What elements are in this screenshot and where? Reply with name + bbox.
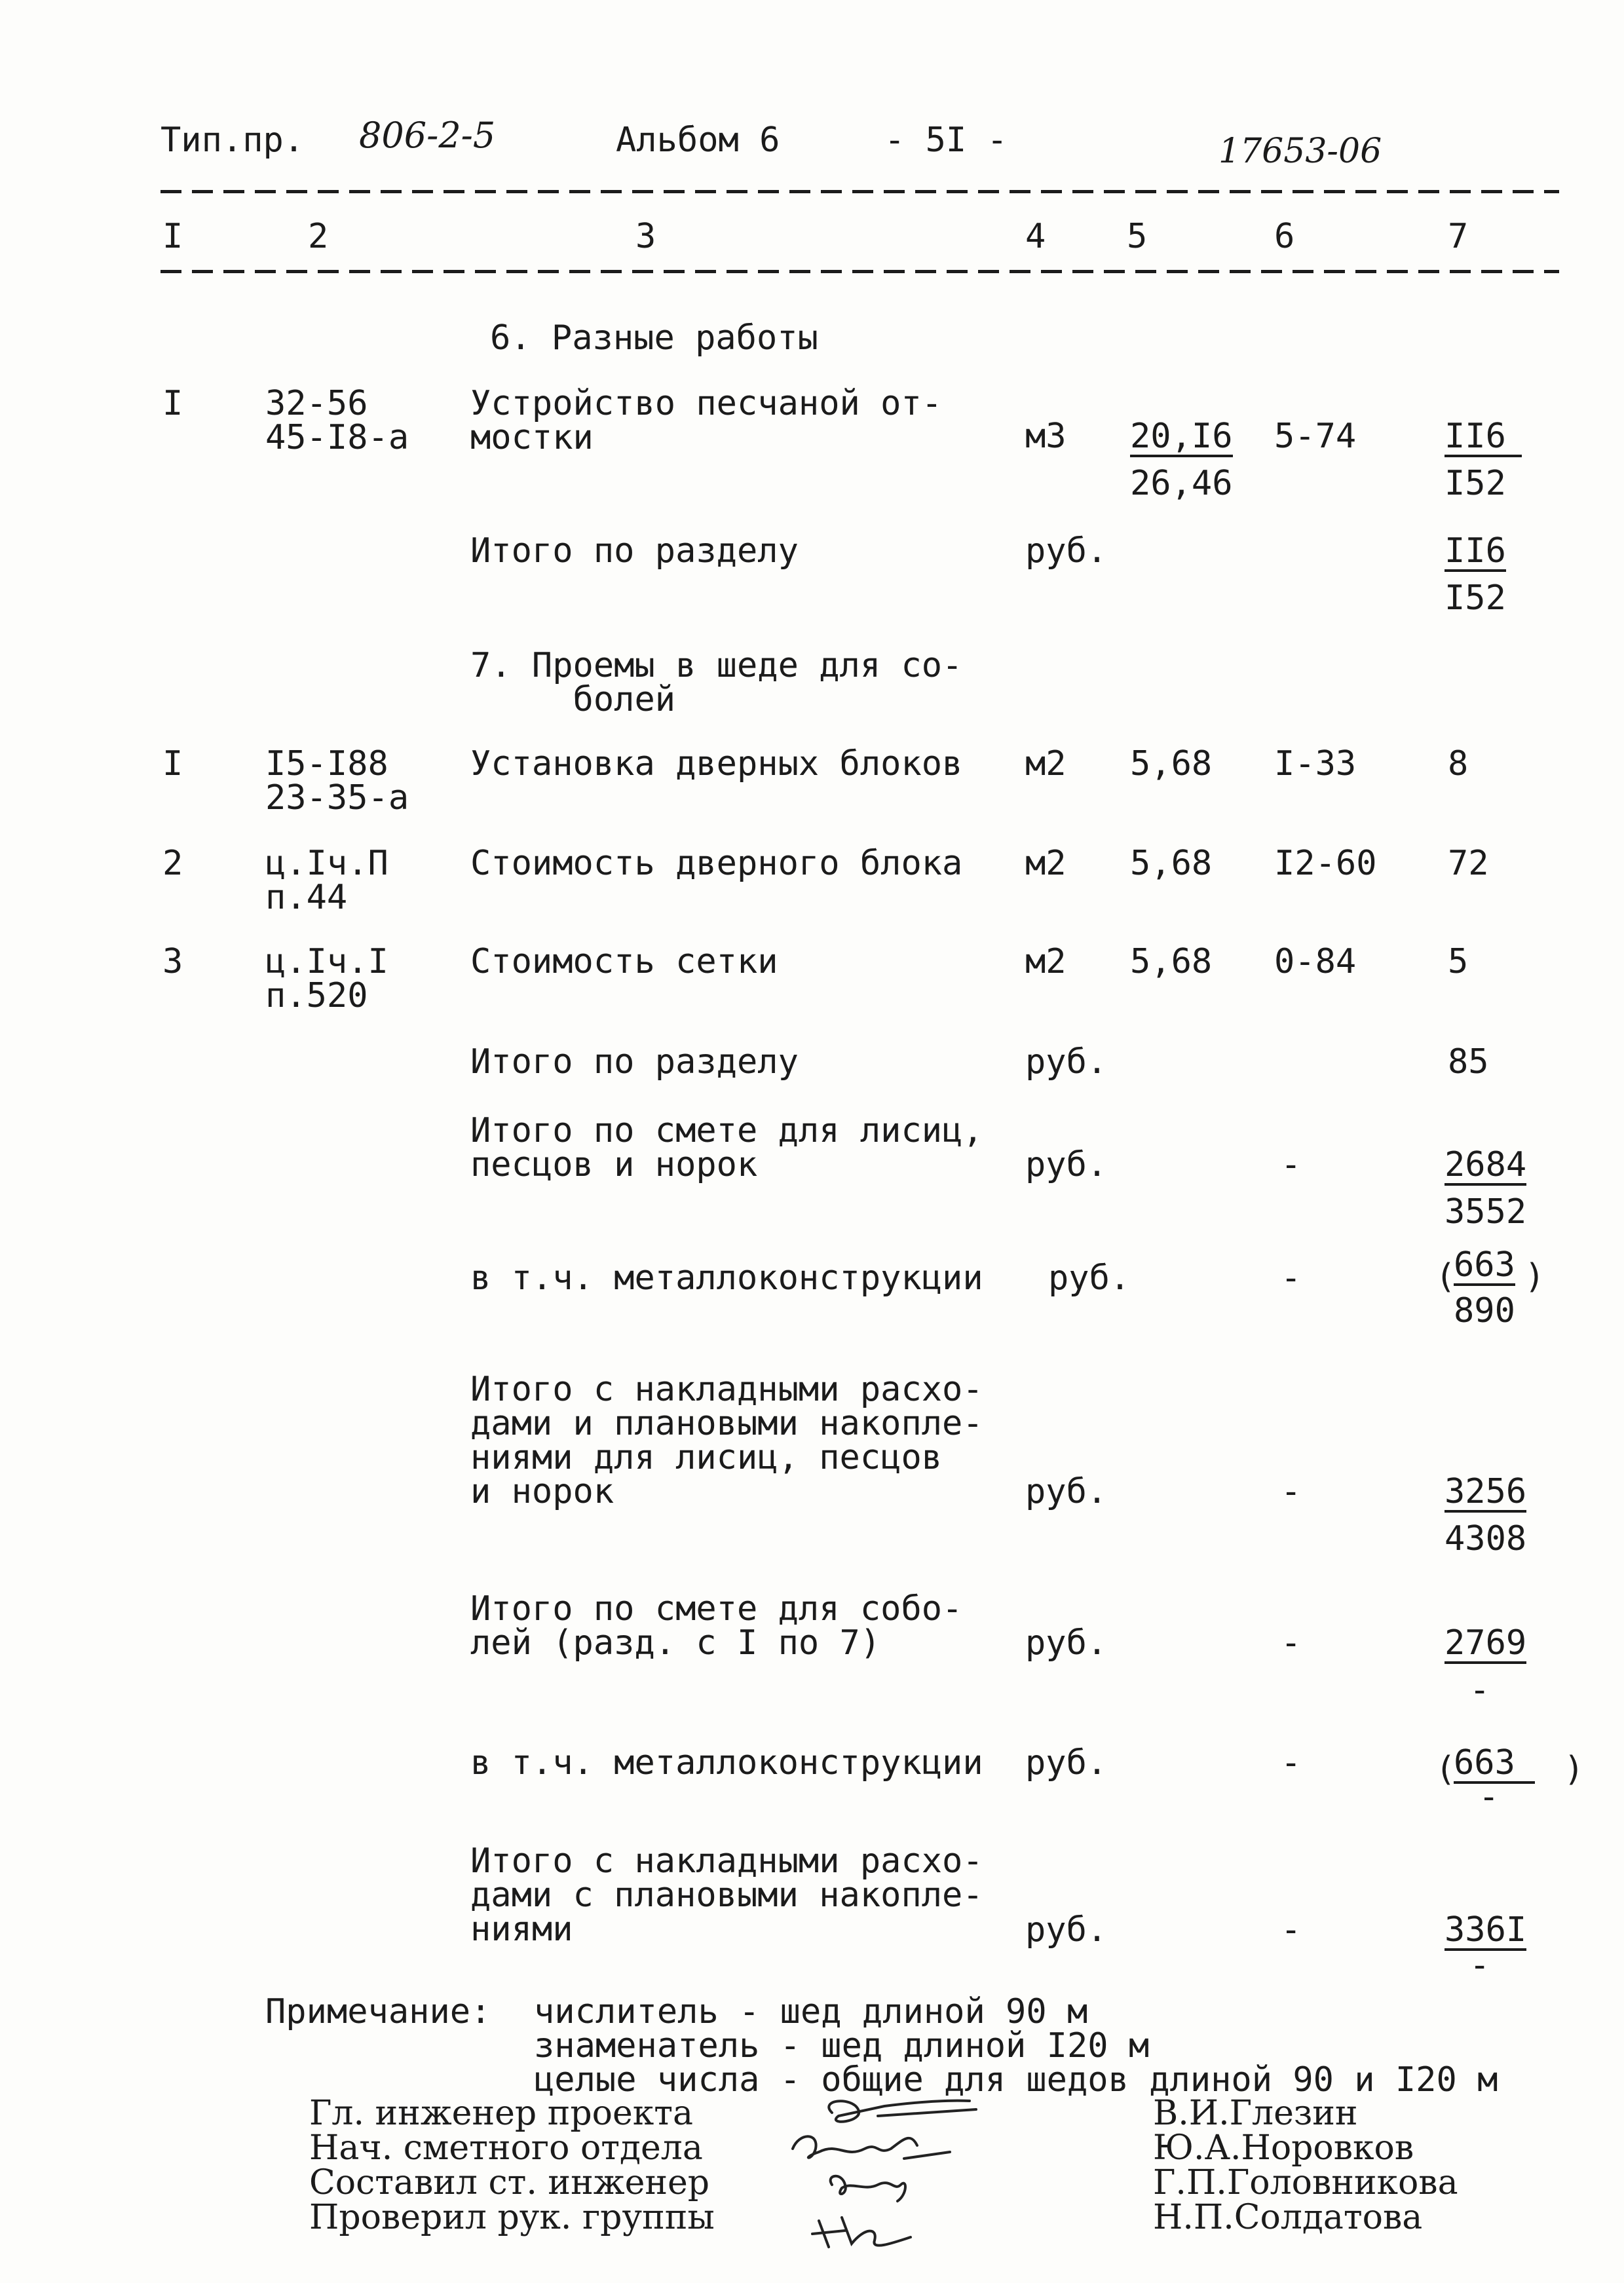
total-1-dash: - [1281, 1145, 1302, 1184]
total-4-num: 2769 [1445, 1623, 1527, 1663]
handwritten-signatures [780, 2086, 1081, 2257]
total-6-dash: - [1281, 1910, 1302, 1950]
s7-subtotal-label: Итого по разделу [470, 1042, 799, 1082]
total-2-fraction: ( 663 890 ) [1435, 1245, 1545, 1330]
s7-row2-unit: м2 [1025, 844, 1067, 883]
s6-row1-total-num: II6 [1445, 419, 1522, 457]
s7-row2-qty: 5,68 [1130, 844, 1213, 883]
s6-subtotal-fraction [1445, 531, 1506, 618]
total-5-den: - [1479, 1777, 1500, 1817]
s7-row1-unit: м2 [1025, 744, 1067, 783]
s6-row1-num: I [162, 384, 183, 423]
signature-names: В.И.Глезин Ю.А.Норовков Г.П.Головникова Н.П.Солдатова [1153, 2094, 1458, 2237]
s7-row1-num: I [162, 744, 183, 783]
s7-row2-price: I2-60 [1274, 844, 1377, 883]
total-2-unit: руб. [1048, 1258, 1131, 1298]
s6-row1-price: 5-74 [1274, 417, 1357, 456]
total-1-den: 3552 [1445, 1192, 1527, 1232]
header-divider-bottom [161, 270, 1559, 273]
total-2-dash: - [1281, 1258, 1302, 1298]
total-3-fraction [1445, 1472, 1527, 1558]
total-6-num: 336I [1445, 1910, 1527, 1950]
s7-row1-total: 8 [1448, 744, 1469, 783]
s7-row1-qty: 5,68 [1130, 744, 1213, 783]
s6-subtotal-den: I52 [1445, 578, 1506, 618]
s7-row3-unit: м2 [1025, 942, 1067, 981]
total-6-unit: руб. [1025, 1910, 1108, 1950]
s7-subtotal-unit: руб. [1025, 1042, 1108, 1082]
s7-row3-qty: 5,68 [1130, 942, 1213, 981]
col-4-header: 4 [1025, 217, 1046, 256]
s7-row1-code: I5-I88 23-35-а [265, 744, 409, 818]
total-3-num: 3256 [1445, 1472, 1527, 1511]
s7-row3-price: 0-84 [1274, 942, 1357, 981]
total-4-dash: - [1281, 1623, 1302, 1663]
col-1-header: I [162, 217, 183, 256]
s6-subtotal-unit: руб. [1025, 531, 1108, 571]
s7-row3-num: 3 [162, 942, 183, 981]
s6-row1-name: Устройство песчаной от- мостки [470, 384, 943, 457]
total-5-fraction: ( 663 - ) [1435, 1743, 1585, 1817]
s6-subtotal-num: II6 [1445, 531, 1506, 571]
header-divider-top [161, 190, 1559, 193]
album-label: Альбом 6 [616, 121, 780, 160]
s7-row1-price: I-33 [1274, 744, 1357, 783]
s6-row1-unit: м3 [1025, 417, 1067, 456]
note-label: Примечание: [265, 1992, 491, 2031]
total-1-fraction [1445, 1145, 1527, 1232]
total-3-label: Итого с накладными расхо- дами и плановыми накопле- ниями для лисиц, песцов и норок [470, 1370, 983, 1511]
s7-row3-code: ц.Iч.I п.520 [265, 942, 388, 1015]
s6-row1-qty-num: 20,I6 [1130, 417, 1233, 456]
total-4-den: - [1469, 1670, 1490, 1710]
doc-type-number: 806-2-5 [359, 115, 496, 156]
total-5-dash: - [1281, 1743, 1302, 1783]
total-1-unit: руб. [1025, 1145, 1108, 1184]
total-6-label: Итого с накладными расхо- дами с плановыми накопле- ниями [470, 1841, 983, 1949]
s6-row1-code: 32-56 45-I8-а [265, 384, 409, 457]
s7-row3-name: Стоимость сетки [470, 942, 778, 981]
total-2-label: в т.ч. металлоконструкции [470, 1258, 983, 1298]
col-2-header: 2 [308, 217, 329, 256]
s6-row1-qty-den: 26,46 [1130, 464, 1233, 503]
total-5-num: 663 [1454, 1746, 1535, 1784]
total-1-num: 2684 [1445, 1145, 1527, 1184]
s6-subtotal-label: Итого по разделу [470, 531, 799, 571]
total-3-den: 4308 [1445, 1519, 1527, 1558]
total-2-num: 663 [1454, 1245, 1515, 1285]
s6-row1-qty-fraction [1130, 417, 1233, 503]
page-number: - 5I - [884, 121, 1008, 160]
doc-code: 17653-06 [1218, 132, 1382, 171]
total-4-label: Итого по смете для собо- лей (разд. с I по 7) [470, 1589, 963, 1663]
col-7-header: 7 [1448, 217, 1469, 256]
total-5-unit: руб. [1025, 1743, 1108, 1783]
s7-subtotal-total: 85 [1448, 1042, 1489, 1082]
total-5-label: в т.ч. металлоконструкции [470, 1743, 983, 1783]
total-4-unit: руб. [1025, 1623, 1108, 1663]
signature-titles: Гл. инженер проекта Нач. сметного отдела Составил ст. инженер Проверил рук. группы [309, 2094, 715, 2237]
total-2-den: 890 [1454, 1291, 1515, 1330]
s6-row1-total-fraction [1445, 417, 1522, 503]
total-1-label: Итого по смете для лисиц, песцов и норок [470, 1111, 983, 1184]
s7-row1-name: Установка дверных блоков [470, 744, 963, 783]
s7-row3-total: 5 [1448, 942, 1469, 981]
s7-row2-total: 72 [1448, 844, 1489, 883]
total-3-dash: - [1281, 1472, 1302, 1511]
section-7-title: 7. Проемы в шеде для со- болей [470, 646, 963, 719]
section-6-title: 6. Разные работы [490, 318, 818, 358]
col-3-header: 3 [635, 217, 656, 256]
col-6-header: 6 [1274, 217, 1295, 256]
s6-row1-total-den: I52 [1445, 464, 1506, 503]
total-6-den: - [1469, 1946, 1490, 1985]
doc-type-label: Тип.пр. [161, 121, 305, 160]
total-6-fraction [1445, 1910, 1527, 1985]
s7-row2-num: 2 [162, 844, 183, 883]
total-4-fraction [1445, 1623, 1527, 1710]
total-3-unit: руб. [1025, 1472, 1108, 1511]
note-lines: числитель - шед длиной 90 м знаменатель - шед длиной I20 м целые числа - общие для шедов длиной 90 и I20 м [534, 1992, 1498, 2100]
col-5-header: 5 [1127, 217, 1148, 256]
s7-row2-name: Стоимость дверного блока [470, 844, 963, 883]
s7-row2-code: ц.Iч.П п.44 [265, 844, 388, 917]
